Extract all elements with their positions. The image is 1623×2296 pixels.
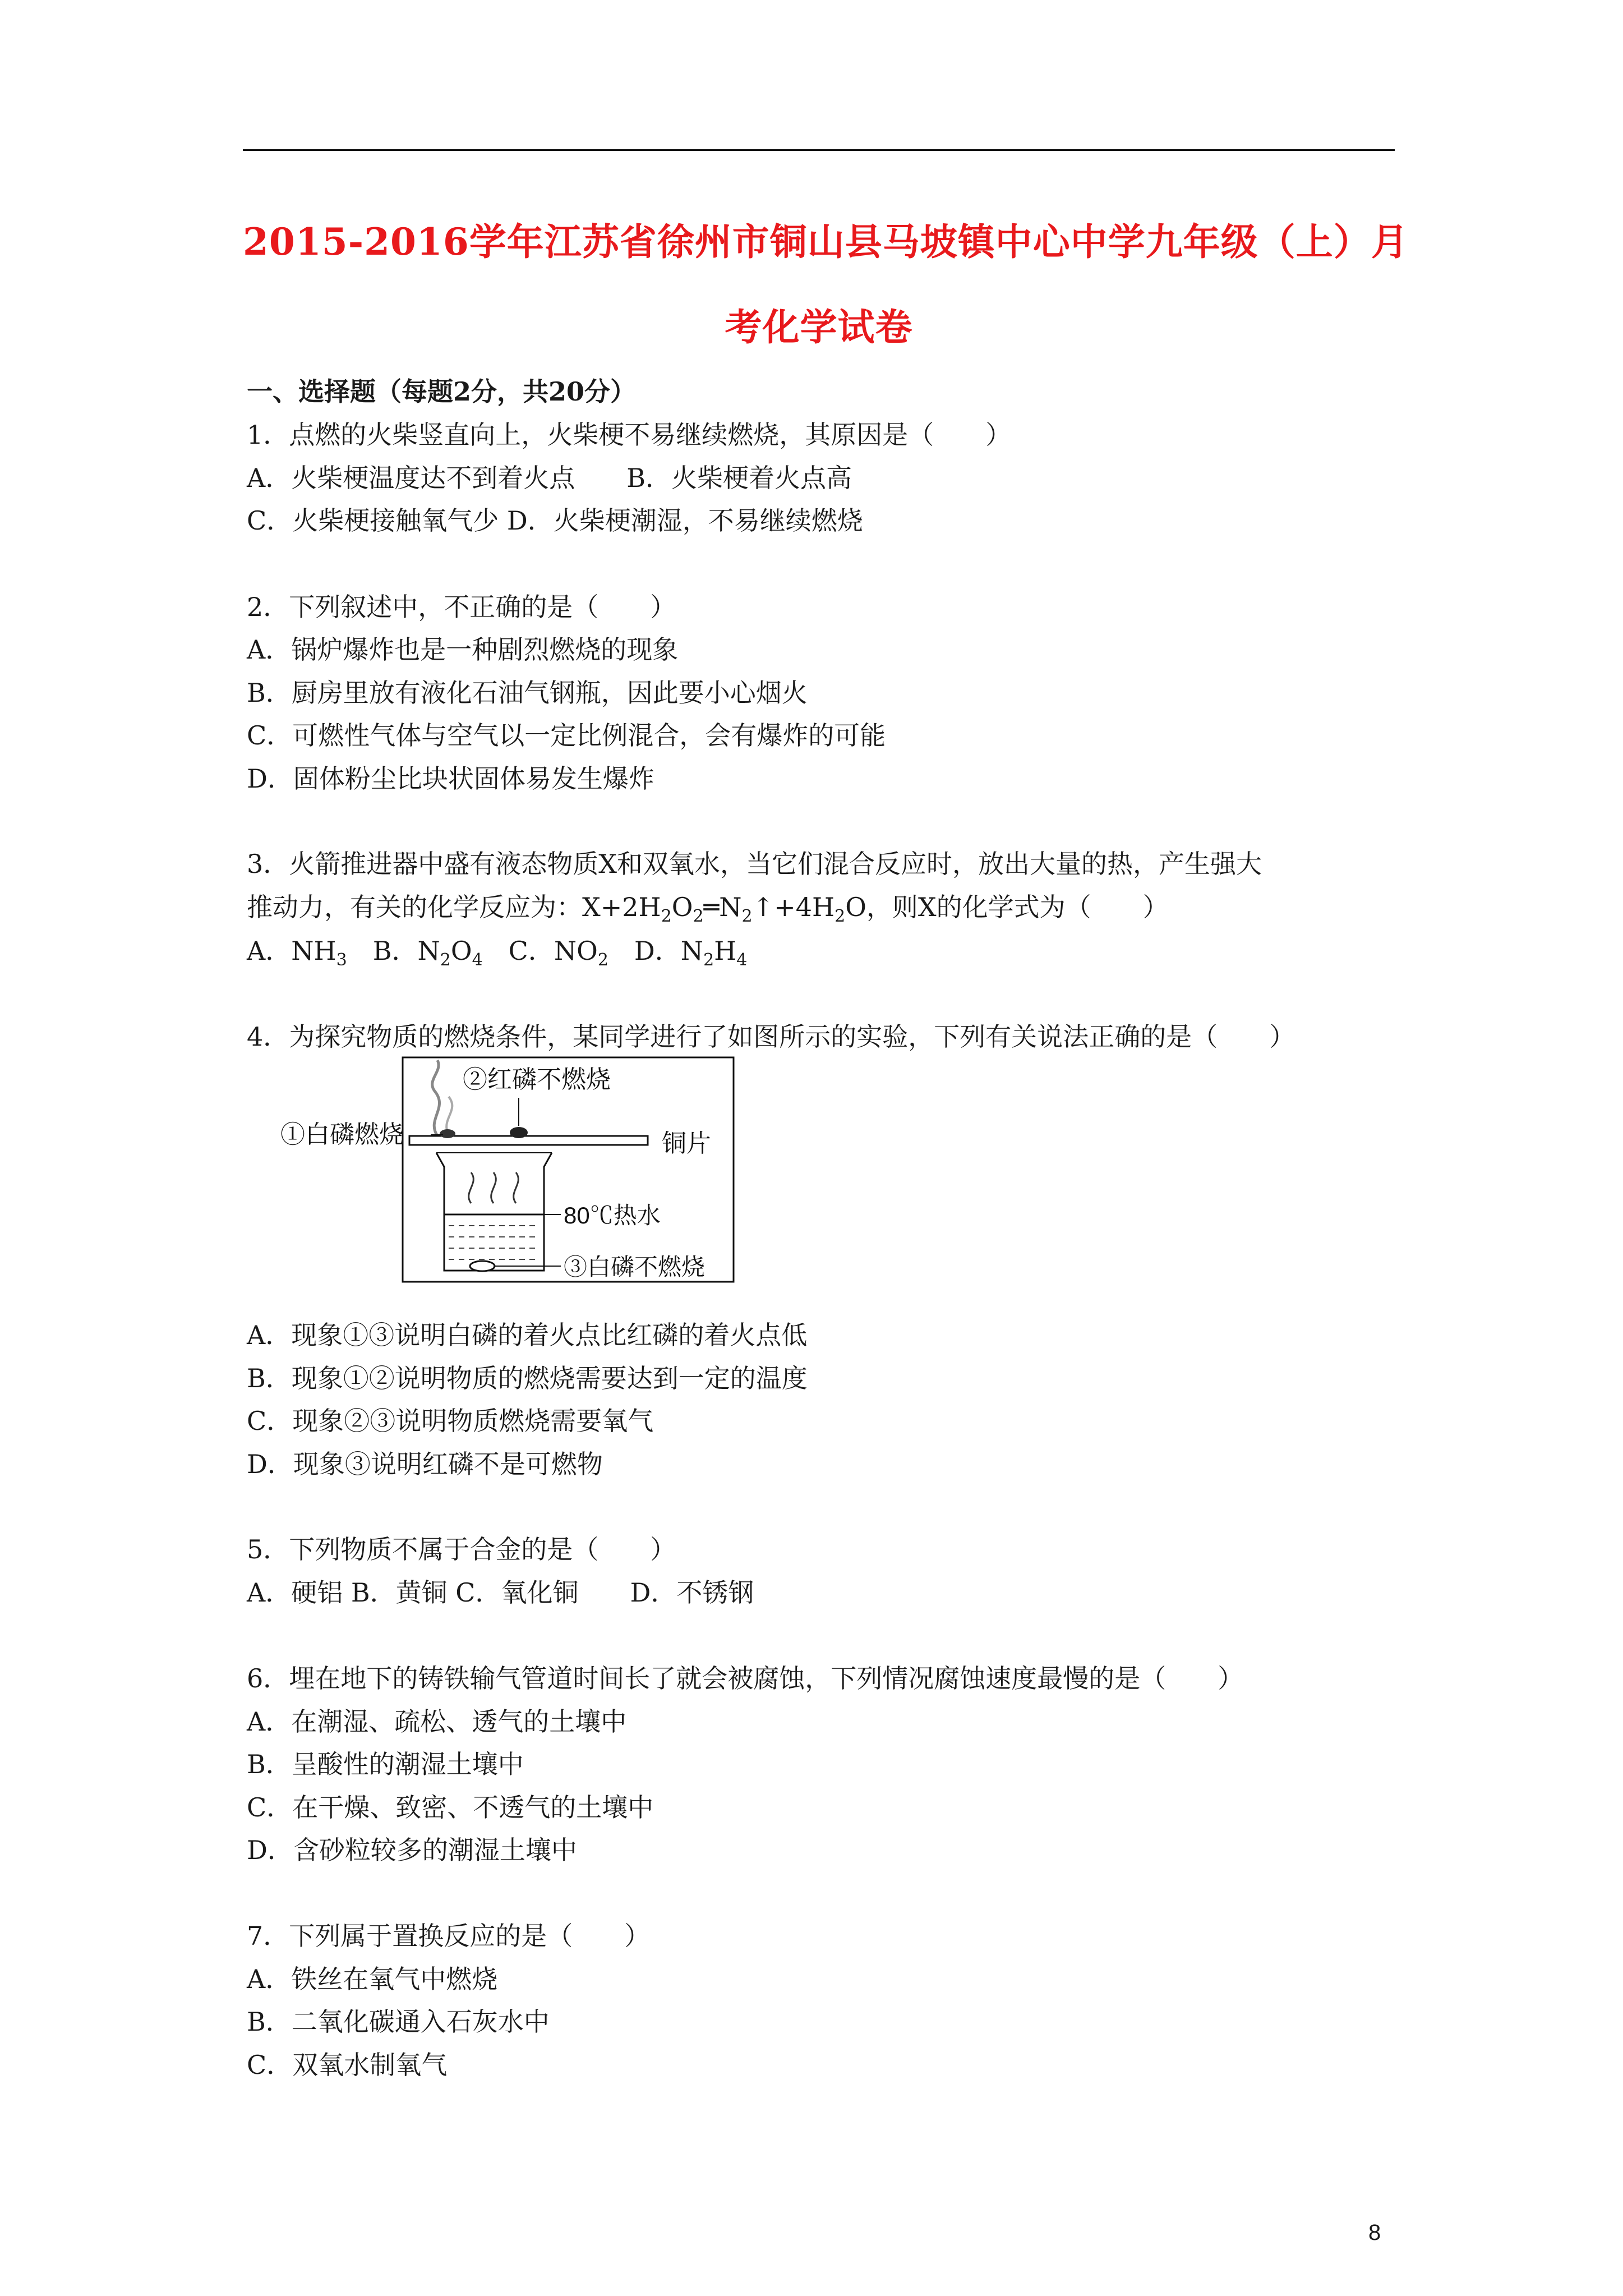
page-number: 8 — [1368, 2220, 1381, 2245]
red-phosphorus — [510, 1127, 528, 1138]
question-7-option-b: B．二氧化碳通入石灰水中 — [247, 2007, 550, 2037]
combustion-experiment-figure — [280, 1052, 740, 1287]
question-7-stem: 7．下列属于置换反应的是（ ） — [247, 1921, 651, 1951]
question-4-option-d: D．现象③说明红磷不是可燃物 — [247, 1449, 603, 1479]
question-7-option-c: C．双氧水制氧气 — [247, 2050, 448, 2080]
question-2-option-d: D．固体粉尘比块状固体易发生爆炸 — [247, 763, 654, 794]
question-4-option-c: C．现象②③说明物质燃烧需要氧气 — [247, 1406, 654, 1436]
white-phosphorus-underwater — [470, 1261, 495, 1271]
beaker — [436, 1153, 552, 1271]
question-4-option-a: A．现象①③说明白磷的着火点比红磷的着火点低 — [247, 1320, 808, 1350]
question-1-stem: 1．点燃的火柴竖直向上，火柴梗不易继续燃烧，其原因是（ ） — [247, 420, 1012, 450]
question-6-option-c: C．在干燥、致密、不透气的土壤中 — [247, 1792, 654, 1823]
question-1-options-cd: C．火柴梗接触氧气少 D．火柴梗潮湿，不易继续燃烧 — [247, 505, 863, 536]
question-6-option-a: A．在潮湿、疏松、透气的土壤中 — [247, 1706, 627, 1737]
label-hot-water: 80℃热水 — [564, 1202, 661, 1228]
label-red-phosphorus: ②红磷不燃烧 — [463, 1066, 611, 1093]
question-4-stem: 4．为探究物质的燃烧条件，某同学进行了如图所示的实验，下列有关说法正确的是（ ） — [247, 1022, 1295, 1052]
label-copper-plate: 铜片 — [662, 1130, 711, 1157]
question-2-stem: 2．下列叙述中，不正确的是（ ） — [247, 592, 676, 622]
question-6-stem: 6．埋在地下的铸铁输气管道时间长了就会被腐蚀，下列情况腐蚀速度最慢的是（ ） — [247, 1663, 1244, 1694]
question-5-options: A．硬铝 B．黄铜 C．氧化铜 D．不锈钢 — [247, 1577, 754, 1608]
label-white-phosphorus-underwater: ③白磷不燃烧 — [564, 1254, 706, 1280]
question-2-option-a: A．锅炉爆炸也是一种剧烈燃烧的现象 — [247, 634, 679, 665]
question-4-option-b: B．现象①②说明物质的燃烧需要达到一定的温度 — [247, 1363, 808, 1393]
question-3-stem-line2: 推动力，有关的化学反应为：$X+2H_2O_2═N_2↑+4H_2O$，则X的化学式为（ ） — [247, 892, 1169, 926]
smoke-plume — [432, 1060, 440, 1136]
question-2-option-b: B．厨房里放有液化石油气钢瓶，因此要小心烟火 — [247, 678, 808, 708]
question-6-option-d: D．含砂粒较多的潮湿土壤中 — [247, 1835, 577, 1865]
question-5-stem: 5．下列物质不属于合金的是（ ） — [247, 1534, 676, 1565]
question-3-stem-line1: 3．火箭推进器中盛有液态物质X和双氧水，当它们混合反应时，放出大量的热，产生强大 — [247, 849, 1262, 879]
question-7-option-a: A．铁丝在氧气中燃烧 — [247, 1964, 498, 1994]
header-rule — [243, 149, 1395, 151]
page-title-line2: 考化学试卷 — [725, 305, 913, 349]
question-1-options-ab: A．火柴梗温度达不到着火点 B．火柴梗着火点高 — [247, 463, 852, 493]
question-3-options: A．$NH_3$ B．$N_2O_4$ C．$NO_2$ D．$N_2H_4$ — [247, 936, 748, 970]
section-heading: 一、选择题（每题2分，共20分） — [247, 376, 637, 407]
page-title-line1: 2015-2016学年江苏省徐州市铜山县马坡镇中心中学九年级（上）月 — [243, 220, 1409, 264]
label-white-phosphorus: ①白磷燃烧 — [280, 1121, 404, 1148]
question-6-option-b: B．呈酸性的潮湿土壤中 — [247, 1749, 524, 1779]
white-phosphorus-on-plate — [440, 1129, 455, 1138]
question-2-option-c: C．可燃性气体与空气以一定比例混合，会有爆炸的可能 — [247, 720, 886, 751]
experiment-diagram — [280, 1052, 740, 1287]
